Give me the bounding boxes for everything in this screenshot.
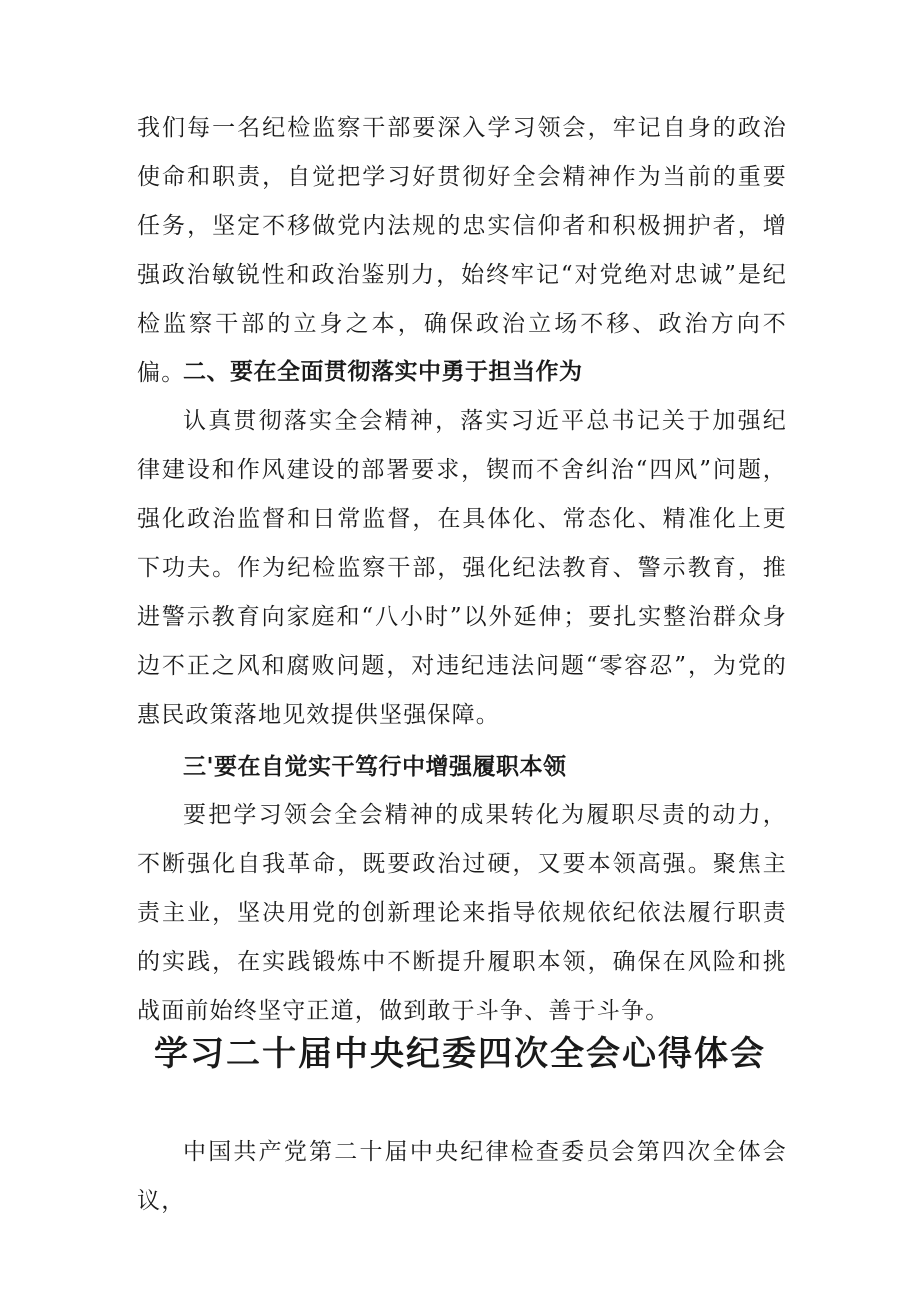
section-three-body: 要把学习领会全会精神的成果转化为履职尽责的动力，不断强化自我革命，既要政治过硬，又要本领高强。聚焦主责主业，坚决用党的创新理论来指导依规依纪依法履行职责的实践，在实践锻炼中不断提升履职本领，确保在风险和挑战面前始终坚守正道，做到敢于斗争、善于斗争。 xyxy=(137,802,787,1024)
document-title: 学习二十届中央纪委四次全会心得体会 xyxy=(154,1034,766,1074)
section-two-heading: 二、要在全面贯彻落实中勇于担当作为 xyxy=(183,359,583,385)
opening-paragraph: 中国共产党第二十届中央纪律检查委员会第四次全体会议， xyxy=(137,1139,787,1214)
section-three-heading: 三'要在自觉实干笃行中增强履职本领 xyxy=(183,754,567,780)
continued-paragraph: 我们每一名纪检监察干部要深入学习领会，牢记自身的政治使命和职责，自觉把学习好贯彻好全会精神作为当前的重要任务，坚定不移做党内法规的忠实信仰者和积极拥护者，增强政治敏锐性和政治鉴别力，始终牢记“对党绝对忠诚”是纪检监察干部的立身之本，确保政治立场不移、政治方向不偏。 xyxy=(137,115,787,386)
section-two-body: 认真贯彻落实全会精神，落实习近平总书记关于加强纪律建设和作风建设的部署要求，锲而不舍纠治“四风”问题，强化政治监督和日常监督，在具体化、常态化、精准化上更下功夫。作为纪检监察干部，强化纪法教育、警示教育，推进警示教育向家庭和“八小时”以外延伸；要扎实整治群众身边不正之风和腐败问题，对违纪违法问题“零容忍”，为党的惠民政策落地见效提供坚强保障。 xyxy=(137,408,787,728)
